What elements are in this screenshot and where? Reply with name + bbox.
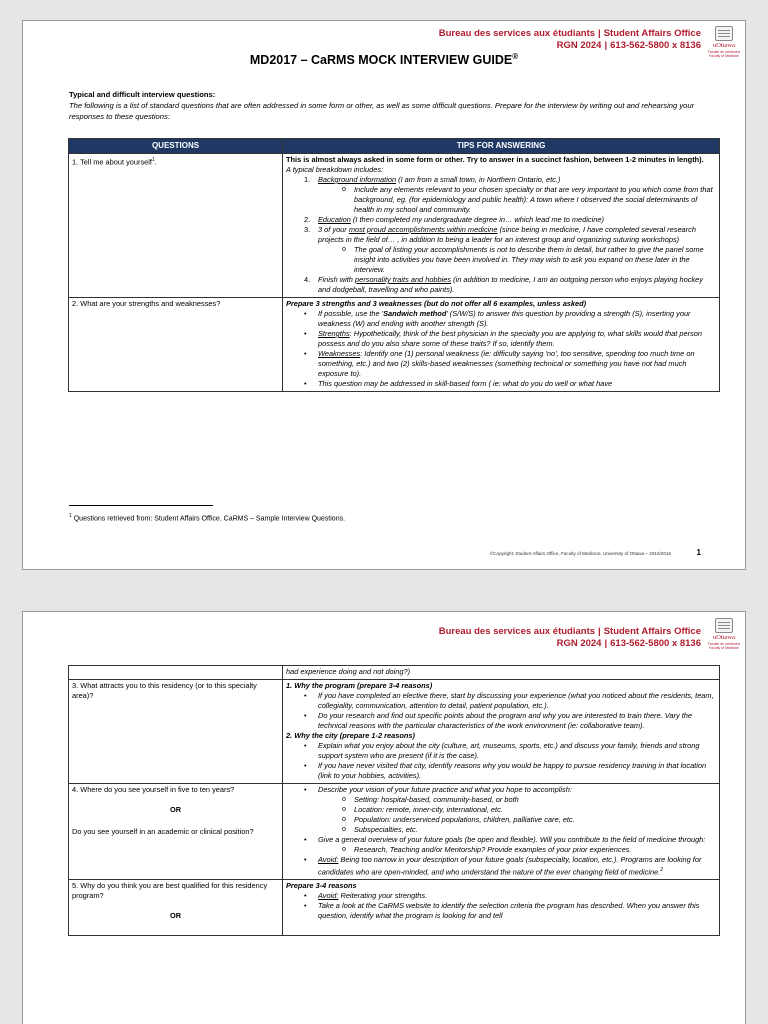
list-subitem: o Location: remote, inner-city, international, etc.	[286, 805, 716, 815]
list-item: • Explain what you enjoy about the city (culture, art, museums, sports, etc.) and discuss your family, friends and strong support system who are present (if it is the case).	[286, 741, 716, 761]
list-subitem: o Research, Teaching and/or Mentorship? Provide examples of your prior experiences.	[286, 845, 716, 855]
tips-cell: had experience doing and not doing?)	[283, 666, 720, 680]
list-item: 2. Education (I then completed my undergraduate degree in… which lead me to medicine)	[304, 215, 604, 224]
list-subitem: o The goal of listing your accomplishments is not to describe them in detail, but rather to give the panel some insight into activities you have been involved in. They may wish to ask you expand on these later in the interview.	[286, 245, 716, 275]
question-cell: 2. What are your strengths and weaknesses?	[69, 298, 283, 392]
tips-cell: Prepare 3-4 reasons • Avoid: Reiterating your strengths. • Take a look at the CaRMS website to identify the selection criteria the program has described. When you answer this question, identify what the program is looking for and tell	[283, 880, 720, 936]
footnote-ref: 1	[151, 157, 155, 163]
list-subitem: o Include any elements relevant to your chosen specialty or that are very important to you which come from that background, eg. (for epidemiology and public health): A town where I observed the social determinants of health in my school and community.	[286, 185, 716, 215]
footnote-divider	[69, 505, 213, 506]
list-item: • Avoid: Reiterating your strengths.	[286, 891, 716, 901]
page-header	[439, 28, 701, 52]
table-row	[69, 880, 720, 936]
list-item: • Take a look at the CaRMS website to identify the selection criteria the program has described. When you answer this question, identify what the program is looking for and tell	[286, 901, 716, 921]
intro-section	[69, 89, 723, 122]
office-phone: 613-562-5800 x 8136	[610, 638, 701, 649]
header-divider: |	[604, 40, 608, 51]
tips-cell: This is almost always asked in some form or other. Try to answer in a succinct fashion, between 1-2 minutes in length). A typical breakdown includes: 1. Background information (I am from a small town, in Northern Ontario, etc.) o Include any elements relevant to your chosen specialty or that are very important to you which come from that background, eg. (for epidemiology and public health): A town where I observed the social determinants of health in my school and community. 2. Education (I then completed my undergraduate degree in… which lead me to medicine) 3. 3 of your most proud accomplishments within medicine (since being in medicine, I have completed several research projects in the field of… , in addition to being a leader for an interest group and organizing suturing workshops) o The goal of listing your accomplishments is not to describe them in detail, but rather to give the panel some insight into activities you have been involved in. They may wish to ask you expand on these later in the interview. 4. Finish with personality traits and hobbies (in addition to medicine, I am an outgoing person who enjoys playing hockey and dodgeball, travelling and who paints).	[283, 154, 720, 298]
document-page-2	[22, 611, 746, 1024]
office-phone: 613-562-5800 x 8136	[610, 40, 701, 51]
list-item: 4. Finish with personality traits and hobbies (in addition to medicine, I am an outgoing person who enjoys playing hockey and dodgeball, travelling and who paints).	[304, 275, 703, 294]
question-cell: 3. What attracts you to this residency (or to this specialty area)?	[69, 680, 283, 784]
office-name-fr: Bureau des services aux étudiants	[438, 626, 596, 637]
list-item: 1. Background information (I am from a small town, in Northern Ontario, etc.)	[304, 175, 561, 184]
list-item: • Do your research and find out specific points about the program and why you are interested to train there. Vary the technical reasons with the particular characteristics of the work environment (ie: collaborative team).	[286, 711, 716, 731]
header-divider: |	[598, 28, 601, 39]
table-header-row	[69, 139, 720, 154]
office-room: RGN 2024	[556, 638, 602, 649]
list-item: • Give a general overview of your future goals (be open and flexible). Will you contribute to the field of medicine through:	[286, 835, 716, 845]
question-cell: 4. Where do you see yourself in five to ten years? OR Do you see yourself in an academic or clinical position?	[69, 784, 283, 880]
building-icon	[715, 618, 733, 633]
office-room: RGN 2024	[556, 40, 602, 51]
list-item: • If you have completed an elective there, start by discussing your experience (what you noticed about the residents, team, collegiality, communication, attention to detail, patient population, etc.).	[286, 691, 716, 711]
question-cell	[69, 666, 283, 680]
table-row	[69, 666, 720, 680]
list-item: • Strengths: Hypothetically, think of the best physician in the specialty you are applying to, what skills would that person possess and do you also share some of these traits? If so, identify them.	[286, 329, 716, 349]
list-item: • Weaknesses: Identify one (1) personal weakness (ie: difficulty saying 'no', too sensitive, spending too much time on something, etc.) and two (2) skills-based weaknesses (something technical or something you have not had much exposure to).	[286, 349, 716, 379]
list-item: 3. 3 of your most proud accomplishments within medicine (since being in medicine, I have completed several research projects in the field of… , in addition to being a leader for an interest group and organizing suturing workshops)	[304, 225, 696, 244]
office-name-fr: Bureau des services aux étudiants	[438, 28, 596, 39]
footnote-ref: 2	[660, 867, 664, 873]
page-header	[439, 626, 701, 650]
intro-body: The following is a list of standard questions that are often addressed in some form or other, as well as some difficult questions. Prepare for the interview by writing out and rehearsing your responses to these questions:	[69, 101, 695, 121]
footnote: $^1$ Questions retrieved from: Student Affairs Office. CaRMS – Sample Interview Questions.	[69, 513, 346, 523]
tips-column-header: TIPS FOR ANSWERING	[283, 139, 720, 154]
table-row	[69, 298, 720, 392]
question-cell: 5. Why do you think you are best qualified for this residency program? OR	[69, 880, 283, 936]
list-item: • Avoid: Being too narrow in your description of your future goals (subspecialty, location, etc.). Programs are looking for candidates who are open-minded, and who understand the nature of the ever changing field of medicine.$^2$	[286, 855, 716, 877]
copyright-notice: ©Copyright: Student Affairs Office, Faculty of Medicine, University of Ottawa – 2015/2016	[489, 551, 671, 556]
questions-table	[68, 138, 720, 392]
building-icon	[715, 26, 733, 41]
office-name-en: Student Affairs Office	[603, 626, 701, 637]
list-subitem: o Population: underserviced populations, children, palliative care, etc.	[286, 815, 716, 825]
list-item: • If possible, use the 'Sandwich method' (S/W/S) to answer this question by providing a strength (S), inserting your weakness (W) and ending with another strength (S).	[286, 309, 716, 329]
list-subitem: o Subspecialties, etc.	[286, 825, 716, 835]
uottawa-logo: uOttawa Faculté de médecine Faculty of Medicine	[707, 618, 741, 650]
tips-cell	[283, 784, 720, 880]
page-title: MD2017 – CaRMS MOCK INTERVIEW GUIDE®	[249, 52, 519, 68]
tips-cell: Prepare 3 strengths and 3 weaknesses (but do not offer all 6 examples, unless asked) • If possible, use the 'Sandwich method' (S/W/S) to answer this question by providing a strength (S), inserting your weakness (W) and ending with another strength (S). • Strengths: Hypothetically, think of the best physician in the specialty you are applying to, what skills would that person possess and do you also share some of these traits? If so, identify them. • Weaknesses: Identify one (1) personal weakness (ie: difficulty saying 'no', too sensitive, spending too much time on something, etc.) and two (2) skills-based weaknesses (something technical or something you have not had much exposure to). • This question may be addressed in skill-based form ( ie: what do you do well or what have	[283, 298, 720, 392]
uottawa-logo: uOttawa Faculté de médecine Faculty of Medicine	[707, 26, 741, 58]
page-number: 1	[696, 548, 701, 557]
questions-table	[68, 665, 720, 936]
header-divider: |	[598, 626, 601, 637]
table-row	[69, 154, 720, 298]
questions-column-header: QUESTIONS	[69, 139, 283, 154]
document-page-1	[22, 20, 746, 570]
list-item: • This question may be addressed in skill-based form ( ie: what do you do well or what have	[286, 379, 716, 389]
office-name-en: Student Affairs Office	[603, 28, 701, 39]
table-row	[69, 784, 720, 880]
list-subitem: o Setting: hospital-based, community-based, or both	[286, 795, 716, 805]
list-item: • Describe your vision of your future practice and what you hope to accomplish:	[286, 785, 716, 795]
table-row	[69, 680, 720, 784]
header-divider: |	[604, 638, 608, 649]
tips-cell: 1. Why the program (prepare 3-4 reasons) • If you have completed an elective there, start by discussing your experience (what you noticed about the residents, team, collegiality, communication, attention to detail, patient population, etc.). • Do your research and find out specific points about the program and why you are interested to train there. Vary the technical reasons with the particular characteristics of the work environment (ie: collaborative team). 2. Why the city (prepare 1-2 reasons) • Explain what you enjoy about the city (culture, art, museums, sports, etc.) and discuss your family, friends and strong support system who are present (if it is the case). • If you have never visited that city, identify reasons why you would be happy to pursue residency training in that location (link to your hobbies, activities).	[283, 680, 720, 784]
list-item: • If you have never visited that city, identify reasons why you would be happy to pursue residency training in that location (link to your hobbies, activities).	[286, 761, 716, 781]
question-cell: 1. Tell me about yourself$^1$.	[69, 154, 283, 298]
registered-mark: ®	[512, 52, 519, 61]
intro-heading: Typical and difficult interview questions:	[69, 90, 216, 99]
